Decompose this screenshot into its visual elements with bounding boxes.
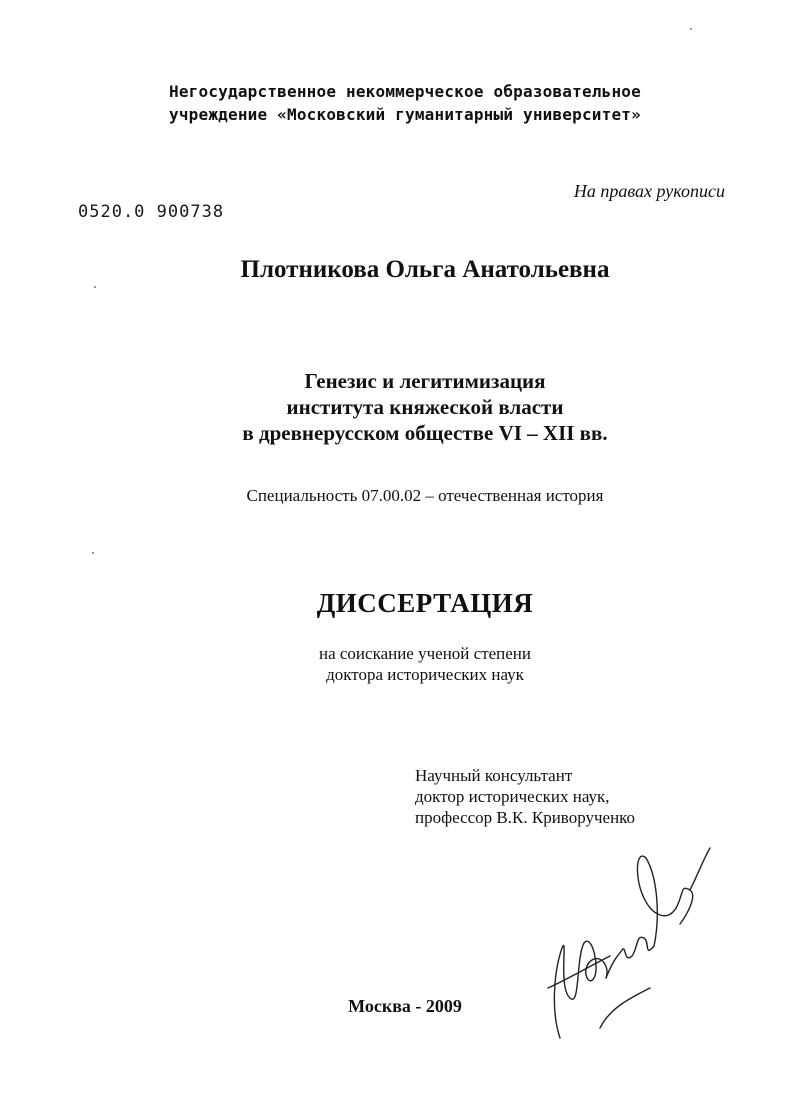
institution-line-1: Негосударственное некоммерческое образовательное <box>169 82 641 101</box>
dissertation-title <box>0 368 797 446</box>
title-line-2: института княжеской власти <box>286 395 564 419</box>
degree-line-1: на соискание ученой степени <box>318 644 532 663</box>
scan-speck <box>690 28 692 30</box>
scan-speck <box>92 552 94 554</box>
catalog-number: 0520.0 900738 <box>78 202 225 222</box>
city-year: Москва - 2009 <box>348 996 462 1016</box>
scientific-consultant <box>415 765 635 828</box>
author-name: Плотникова Ольга Анатольевна <box>240 256 610 283</box>
rights-note: На правах рукописи <box>573 181 725 201</box>
institution-header <box>60 80 750 126</box>
institution-line-2: учреждение «Московский гуманитарный университет» <box>169 105 641 124</box>
title-line-1: Генезис и легитимизация <box>304 369 546 393</box>
consultant-line-3: профессор В.К. Криворученко <box>415 808 636 827</box>
document-type: ДИССЕРТАЦИЯ <box>316 588 534 618</box>
consultant-line-2: доктор исторических наук, <box>415 787 610 806</box>
title-line-3: в древнерусском обществе VI – XII вв. <box>242 421 608 445</box>
specialty: Специальность 07.00.02 – отечественная история <box>246 486 604 505</box>
scan-speck <box>94 286 96 288</box>
degree-line-2: доктора исторических наук <box>326 665 524 684</box>
degree-statement <box>0 643 797 685</box>
consultant-line-1: Научный консультант <box>415 766 573 785</box>
